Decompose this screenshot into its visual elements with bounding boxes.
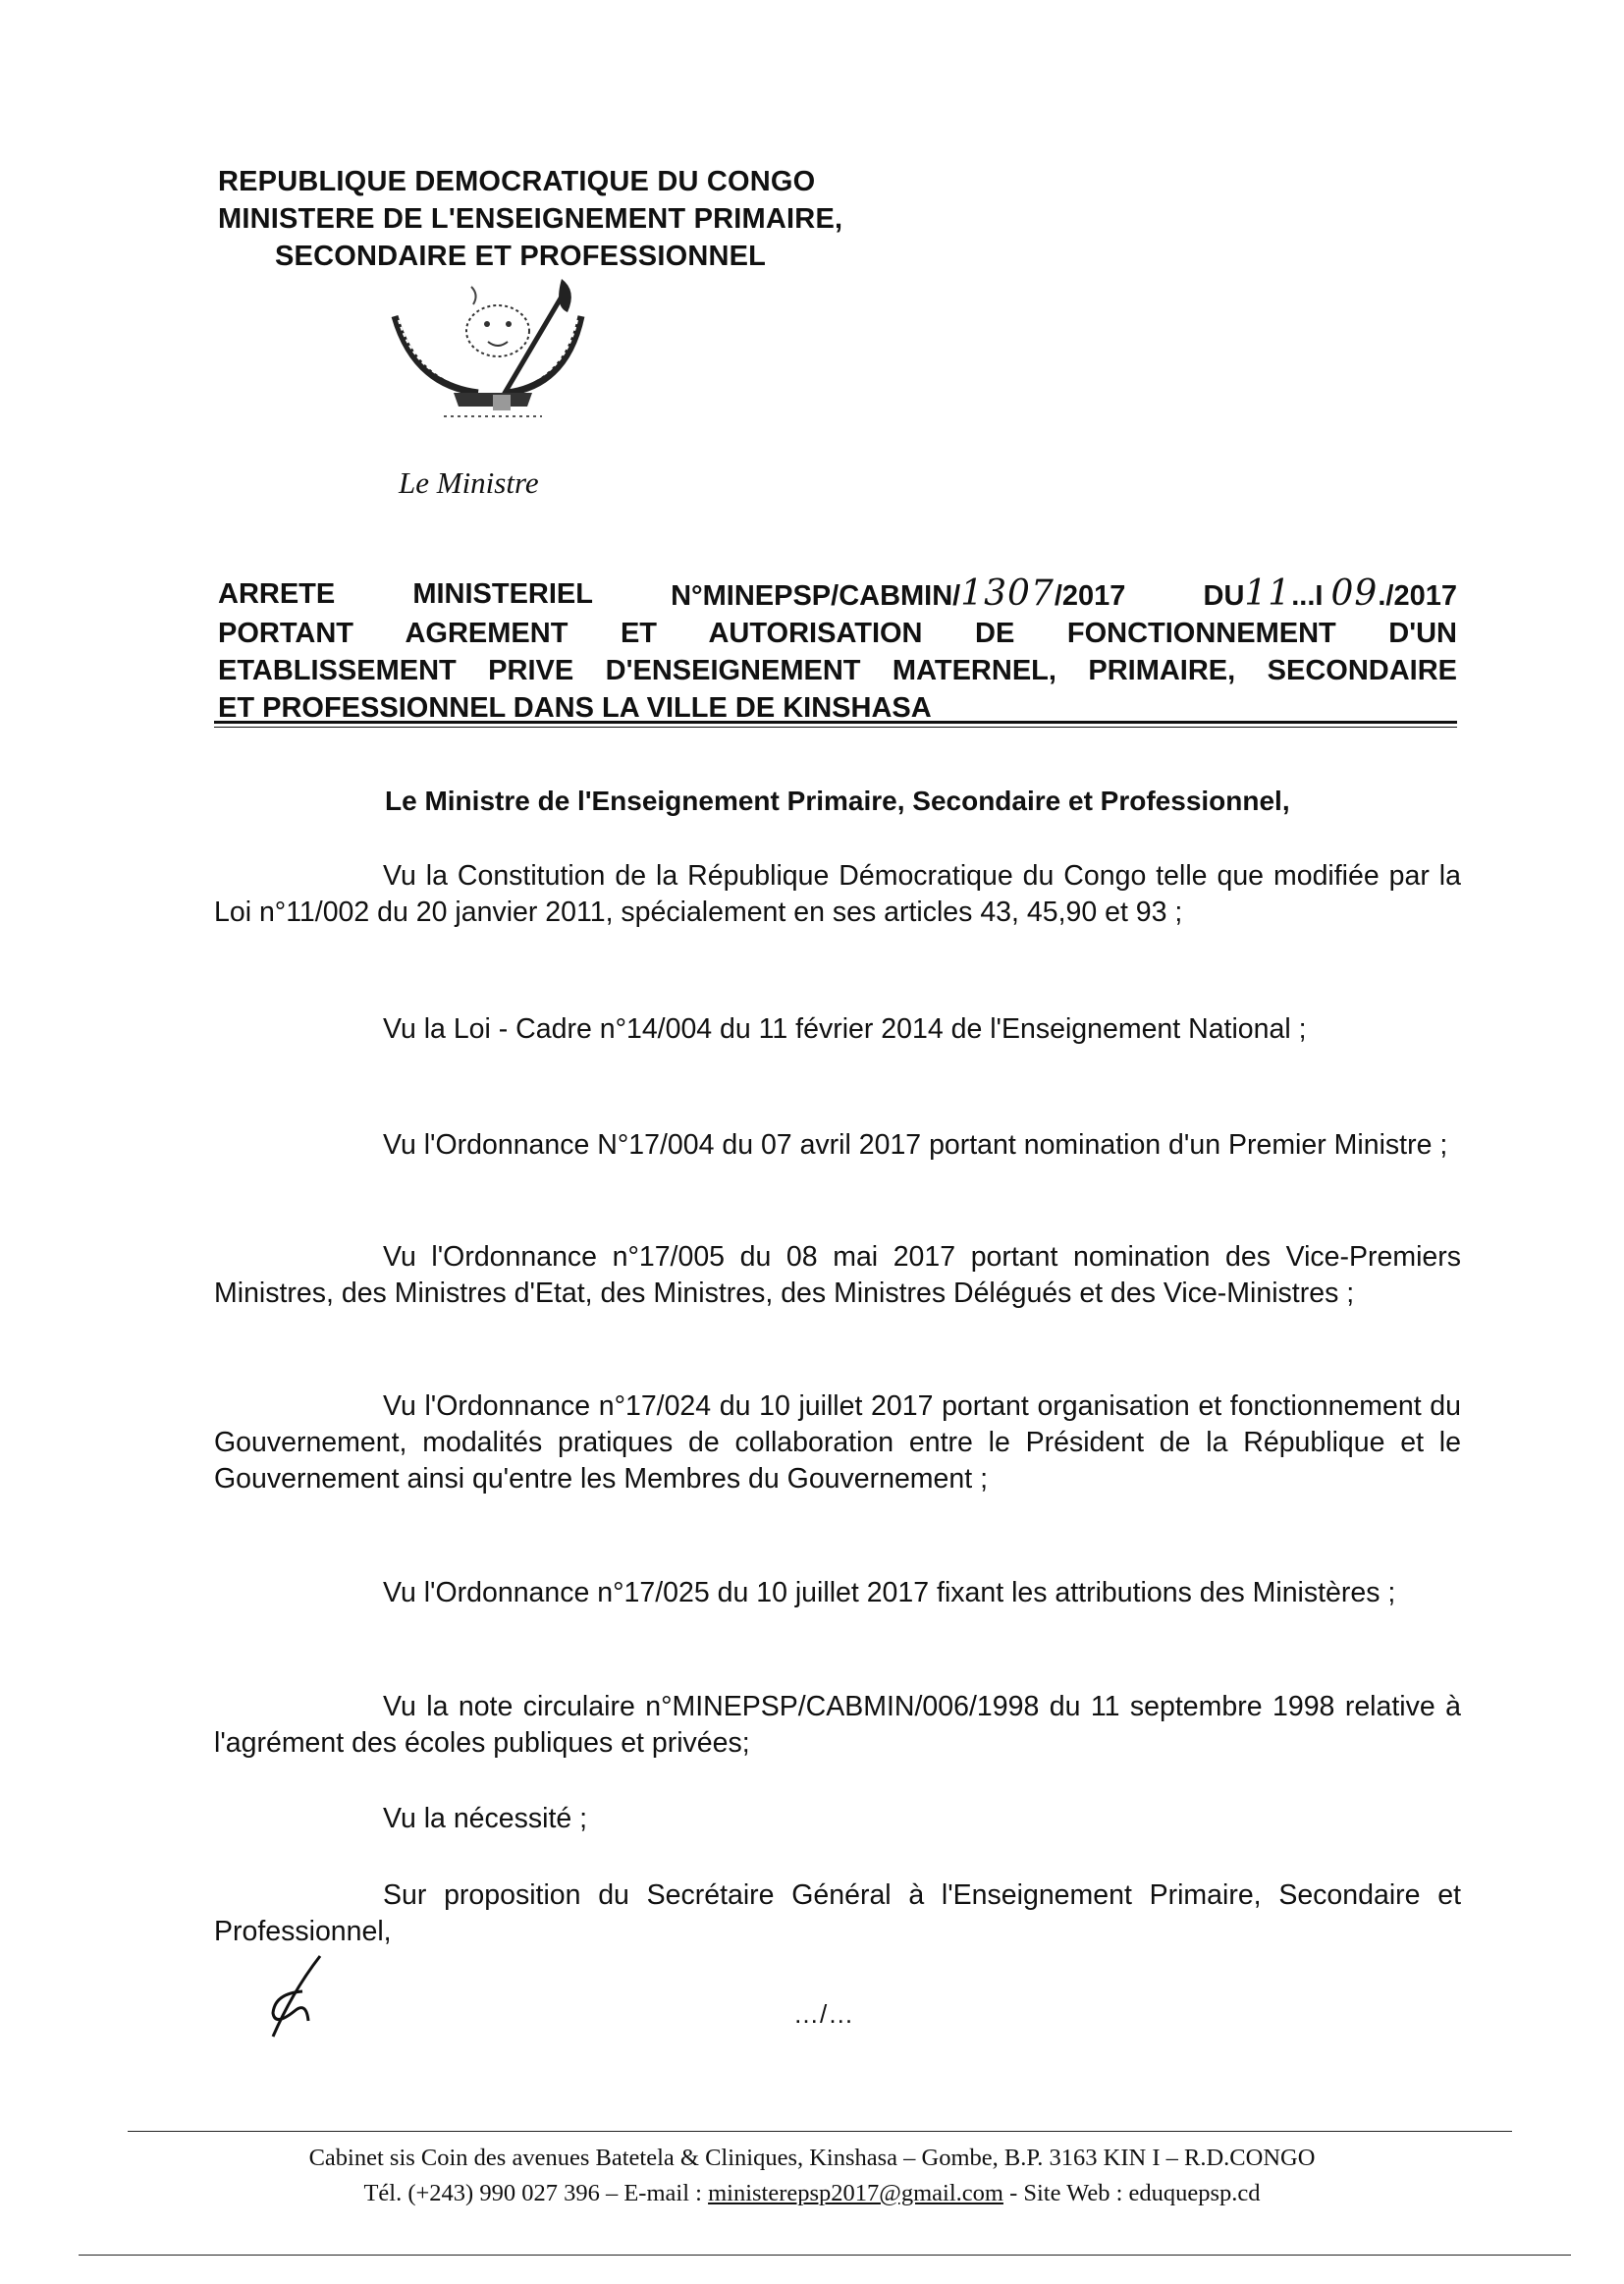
decree-subject-line: ET PROFESSIONNEL DANS LA VILLE DE KINSHASA: [218, 692, 932, 724]
decree-date-suffix: ./2017: [1378, 580, 1457, 612]
decree-subject-line: PORTANT AGREMENT ET AUTORISATION DE FONCTIONNEMENT D'UN: [218, 618, 1457, 649]
decree-number-handwritten: 1307: [960, 573, 1055, 614]
decree-date: [1204, 575, 1457, 615]
decree-title: [218, 575, 1457, 727]
decree-number-suffix: /2017: [1054, 580, 1126, 612]
decree-date-sep: ...I: [1291, 580, 1324, 612]
title-underline: [214, 721, 1457, 724]
decree-label-ministeriel: MINISTERIEL: [412, 578, 593, 610]
footer-contact: [0, 2176, 1624, 2211]
consideration-paragraph: Vu l'Ordonnance n°17/024 du 10 juillet 2017 portant organisation et fonctionnement du Gouvernement, modalités pratiques de collaboration entre le Président de la République et le Gouvernement ainsi qu'entre les Membres du Gouvernement ;: [214, 1390, 1461, 1495]
footer-tel: Tél. (+243) 990 027 396 – E-mail :: [363, 2180, 709, 2206]
decree-number: [671, 575, 1125, 615]
coat-of-arms-icon: [385, 277, 611, 424]
decree-subject-line: ETABLISSEMENT PRIVE D'ENSEIGNEMENT MATERNEL, PRIMAIRE, SECONDAIRE: [218, 655, 1457, 686]
letterhead-ministry: MINISTERE DE L'ENSEIGNEMENT PRIMAIRE,: [218, 203, 843, 235]
minister-title: Le Ministre: [399, 465, 539, 500]
decree-date-day: 11: [1244, 573, 1292, 614]
continued-marker: …/…: [793, 1999, 855, 2029]
preamble: Le Ministre de l'Enseignement Primaire, Secondaire et Professionnel,: [385, 786, 1290, 816]
consideration-paragraph: Vu la note circulaire n°MINEPSP/CABMIN/006/1998 du 11 septembre 1998 relative à l'agrément des écoles publiques et privées;: [214, 1691, 1461, 1759]
footer: [0, 2141, 1624, 2211]
decree-label-arrete: ARRETE: [218, 578, 336, 610]
signature-initial: [263, 1952, 332, 2040]
consideration-paragraph: Vu l'Ordonnance n°17/025 du 10 juillet 2017 fixant les attributions des Ministères ;: [383, 1577, 1396, 1608]
letterhead: [218, 163, 842, 275]
consideration-paragraph: Vu la nécessité ;: [383, 1803, 588, 1834]
consideration-paragraph: Vu la Loi - Cadre n°14/004 du 11 février 2014 de l'Enseignement National ;: [383, 1013, 1307, 1045]
letterhead-country: REPUBLIQUE DEMOCRATIQUE DU CONGO: [218, 166, 816, 197]
consideration-paragraph: Sur proposition du Secrétaire Général à l'Enseignement Primaire, Secondaire et Professionnel,: [214, 1879, 1461, 1947]
decree-date-prefix: DU: [1203, 580, 1245, 612]
decree-date-month: 09: [1330, 573, 1379, 614]
consideration-paragraph: Vu l'Ordonnance n°17/005 du 08 mai 2017 portant nomination des Vice-Premiers Ministres, des Ministres d'Etat, des Ministres, des Ministres Délégués et des Vice-Ministres ;: [214, 1241, 1461, 1309]
bottom-divider: [79, 2255, 1571, 2256]
title-underline-thin: [214, 727, 1457, 728]
footer-web: - Site Web : eduquepsp.cd: [1002, 2180, 1261, 2206]
footer-divider: [128, 2131, 1512, 2132]
letterhead-ministry-cont: SECONDAIRE ET PROFESSIONNEL: [275, 241, 767, 272]
footer-address: Cabinet sis Coin des avenues Batetela & Cliniques, Kinshasa – Gombe, B.P. 3163 KIN I – R.D.CONGO: [308, 2145, 1316, 2171]
consideration-paragraph: Vu la Constitution de la République Démocratique du Congo telle que modifiée par la Loi n°11/002 du 20 janvier 2011, spécialement en ses articles 43, 45,90 et 93 ;: [214, 860, 1461, 928]
consideration-paragraph: Vu l'Ordonnance N°17/004 du 07 avril 2017 portant nomination d'un Premier Ministre ;: [383, 1129, 1448, 1161]
decree-number-prefix: N°MINEPSP/CABMIN/: [671, 580, 961, 612]
decree-reference-line: [218, 575, 1457, 615]
footer-email: ministerepsp2017@gmail.com: [708, 2180, 1003, 2206]
